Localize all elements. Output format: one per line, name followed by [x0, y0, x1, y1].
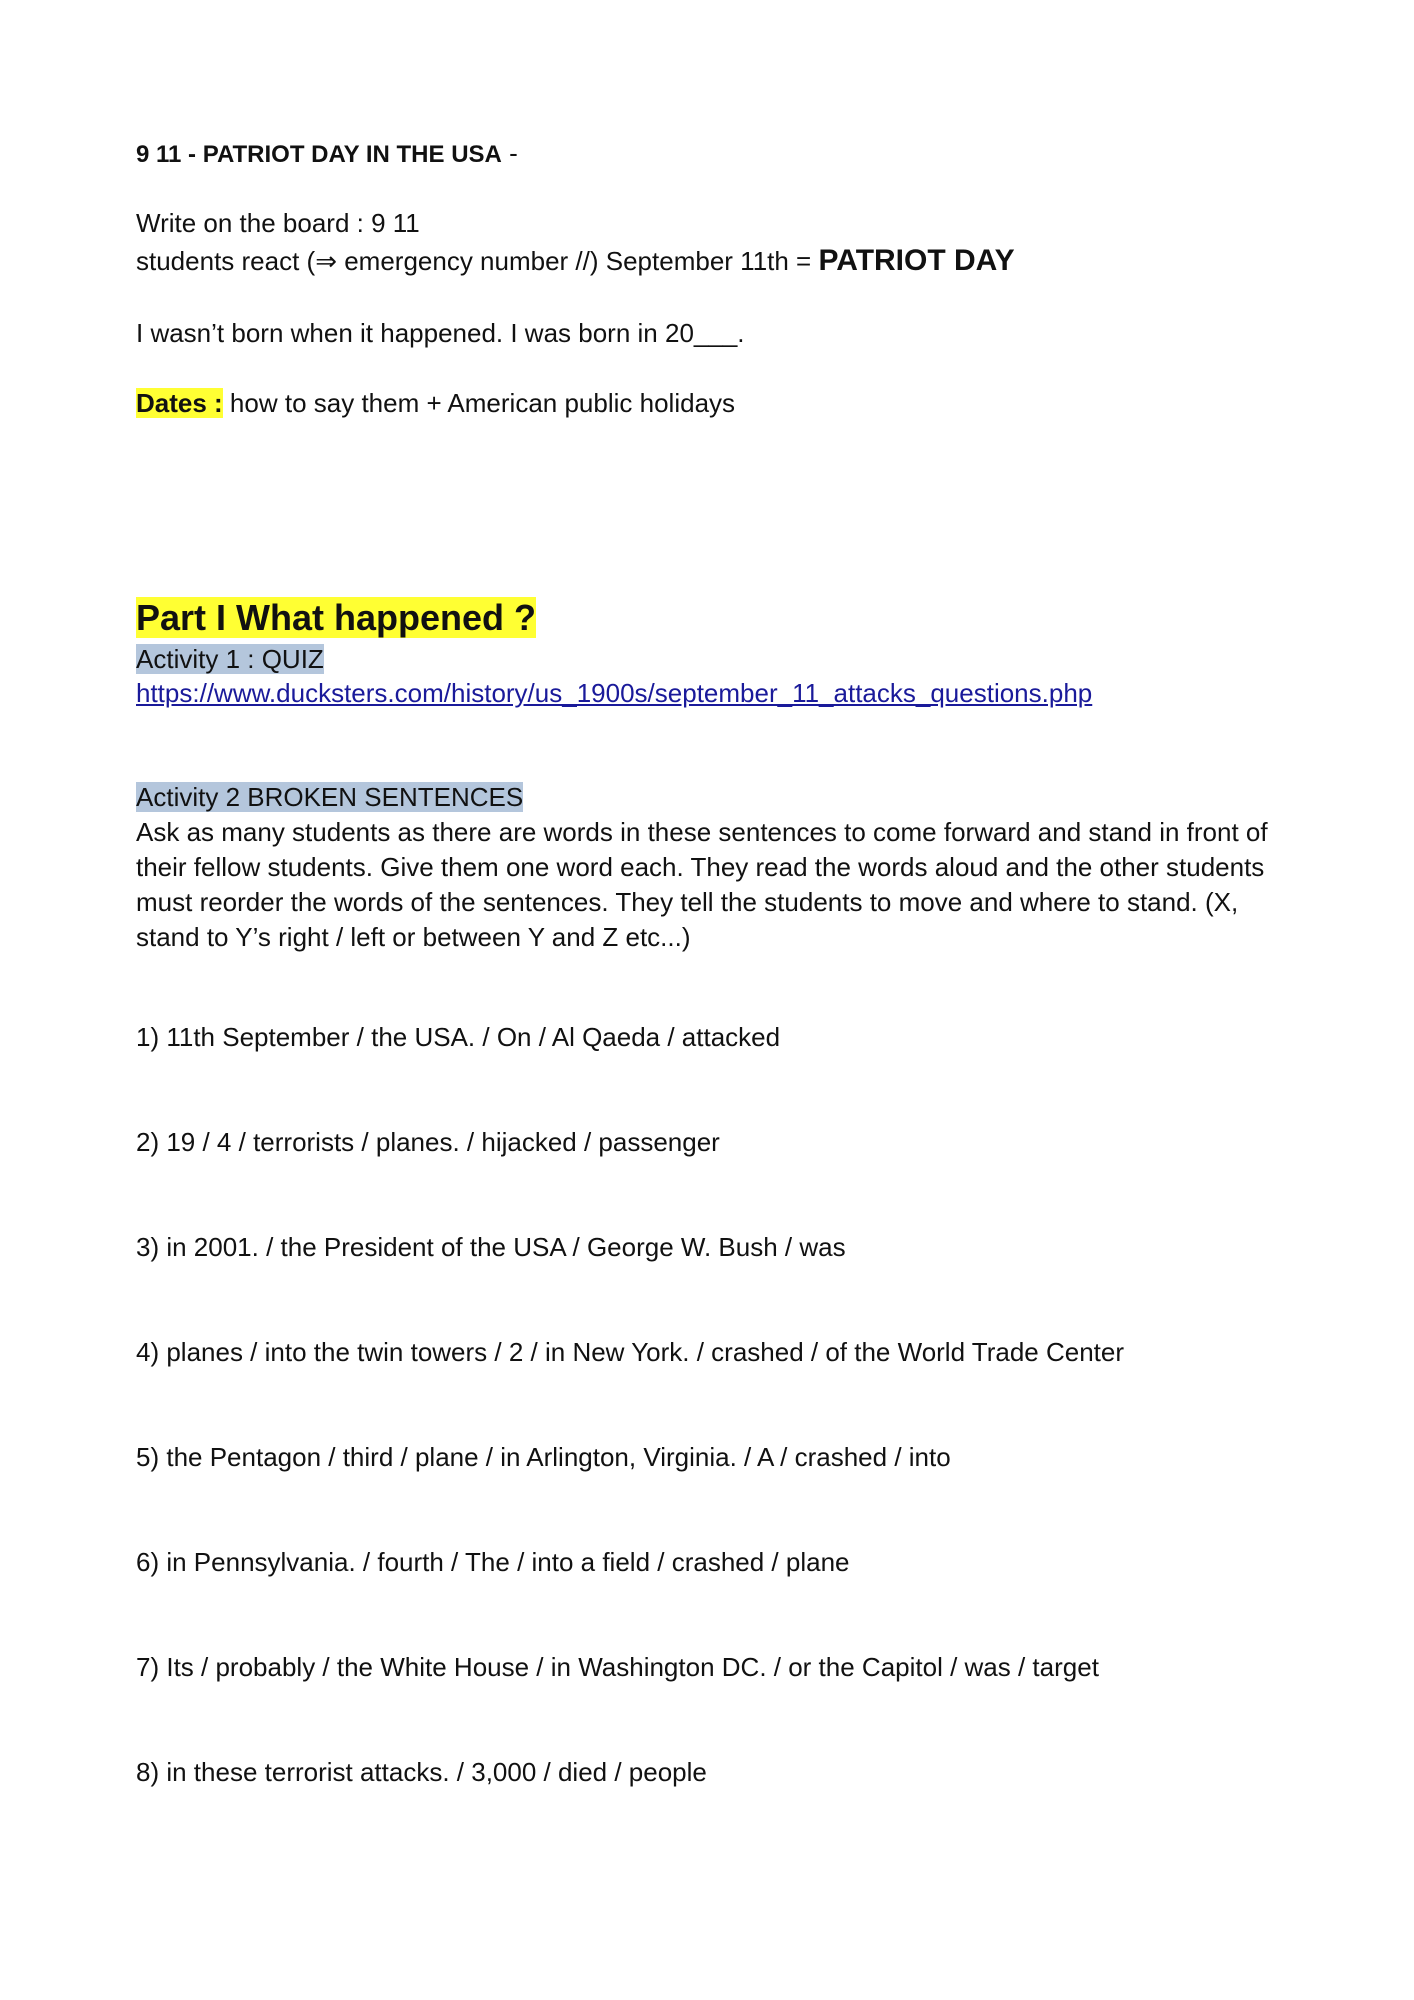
part1-heading [136, 596, 536, 640]
students-react-text: students react (⇒ emergency number //) September 11th = [136, 246, 819, 276]
title-dash: - [501, 138, 518, 168]
sentence-item: 6) in Pennsylvania. / fourth / The / into a field / crashed / plane [136, 1547, 850, 1577]
born-line: I wasn’t born when it happened. I was born in 20___. [136, 318, 745, 348]
sentence-item: 5) the Pentagon / third / plane / in Arlington, Virginia. / A / crashed / into [136, 1442, 951, 1472]
sentence-item: 2) 19 / 4 / terrorists / planes. / hijacked / passenger [136, 1127, 720, 1157]
activity1-label-text: Activity 1 : QUIZ [136, 644, 324, 674]
patriot-day-emphasis: PATRIOT DAY [818, 244, 1015, 277]
activity1-label [136, 642, 324, 676]
activity2-label [136, 780, 523, 814]
sentence-item: 8) in these terrorist attacks. / 3,000 / died / people [136, 1757, 707, 1787]
title-text: 9 11 - PATRIOT DAY IN THE USA [136, 141, 502, 168]
dates-label: Dates : [136, 388, 223, 418]
activity2-label-text: Activity 2 BROKEN SENTENCES [136, 782, 524, 812]
board-instruction: Write on the board : 9 11 [136, 208, 420, 238]
sentence-item: 1) 11th September / the USA. / On / Al Qaeda / attacked [136, 1022, 781, 1052]
sentence-item: 3) in 2001. / the President of the USA / George W. Bush / was [136, 1232, 846, 1262]
part1-heading-text: Part I What happened ? [136, 597, 537, 638]
dates-text: how to say them + American public holidays [222, 388, 736, 418]
sentence-item: 7) Its / probably / the White House / in Washington DC. / or the Capitol / was / target [136, 1652, 1099, 1682]
quiz-link-line [136, 676, 1092, 710]
sentence-item: 4) planes / into the twin towers / 2 / in New York. / crashed / of the World Trade Center [136, 1337, 1125, 1367]
dates-line [136, 386, 735, 420]
document-title [136, 136, 518, 172]
quiz-link[interactable]: https://www.ducksters.com/history/us_1900s/september_11_attacks_questions.php [136, 678, 1093, 708]
activity2-instructions: Ask as many students as there are words in these sentences to come forward and stand in front of their fellow students. Give them one word each. They read the words aloud and the other students must reorder the words of the sentences. They tell the students to move and where to stand. (X, stand to Y’s right / left or between Y and Z etc...) [136, 817, 1268, 952]
students-react-line [136, 244, 1015, 278]
